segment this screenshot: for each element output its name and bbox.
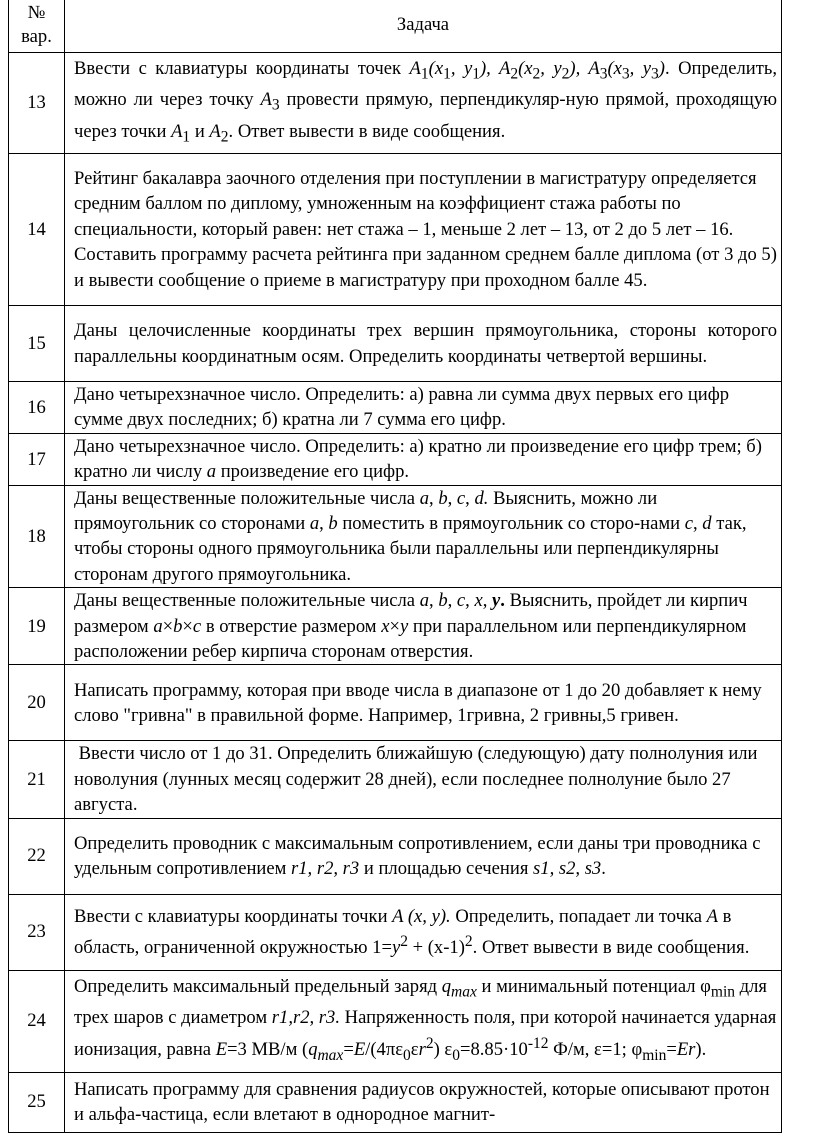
variant-number: 20	[9, 665, 65, 741]
variant-number: 16	[9, 382, 65, 434]
table-row	[9, 306, 782, 382]
variant-number: 14	[9, 154, 65, 306]
task-text: Даны вещественные положительные числа a, b, c, x, y. Выяснить, пройдет ли кирпич размером a×b×c в отверстие размером x×y при параллельном или перпендикулярном расположении ребер кирпича сторонам отверстия.	[65, 588, 782, 665]
table-row	[9, 53, 782, 154]
task-text: Определить проводник с максимальным сопротивлением, если даны три проводника с удельным сопротивлением r1, r2, r3 и площадью сечения s1, s2, s3.	[65, 818, 782, 894]
table-row	[9, 588, 782, 665]
table-header-row	[9, 0, 782, 53]
variant-number: 24	[9, 970, 65, 1072]
variant-number: 23	[9, 894, 65, 970]
variant-number: 18	[9, 485, 65, 588]
task-text: Написать программу для сравнения радиусов окружностей, которые описывают протон и альфа-частица, если влетают в однородное магнит-	[65, 1072, 782, 1132]
table-row	[9, 894, 782, 970]
table-row	[9, 433, 782, 485]
variant-number: 22	[9, 818, 65, 894]
header-task: Задача	[65, 0, 782, 53]
task-text: Ввести с клавиатуры координаты точек $A_1(x_1$, $y_1$), $A_2(x_2$, $y_2$), $A_3(x_3$, $y_3$). Определить, можно ли через точку $A_3$ провести прямую, перпендикуляр-ную прямой, проходящую через точки $A_1$ и $A_2$. Ответ вывести в виде сообщения.	[65, 53, 782, 154]
table-row	[9, 1072, 782, 1132]
task-text: Ввести число от 1 до 31. Определить ближайшую (следующую) дату полнолуния или новолуния (лунных месяц содержит 28 дней), если последнее полнолуние было 27 августа.	[65, 741, 782, 818]
task-text: Дано четырехзначное число. Определить: а) равна ли сумма двух первых его цифр сумме двух последних; б) кратна ли 7 сумма его цифр.	[65, 382, 782, 434]
header-variant-number: № вар.	[9, 0, 65, 53]
table-row	[9, 741, 782, 818]
task-text: Определить максимальный предельный заряд $q_{max}$ и минимальный потенциал $\varphi_{min}$ для трех шаров с диаметром r1,r2, r3. Напряженность поля, при которой начинается ударная ионизация, равна E=3 МВ/м ($q_{max}=E/(4\pi\varepsilon_0\varepsilon r^2)$ $\varepsilon_0=8.85\cdot 10^{-12}$ Ф/м, ε=1; $\varphi_{min}=Er$).	[65, 970, 782, 1072]
table-row	[9, 665, 782, 741]
table-row	[9, 154, 782, 306]
task-text: Даны целочисленные координаты трех вершин прямоугольника, стороны которого параллельны координатным осям. Определить координаты четвертой вершины.	[65, 306, 782, 382]
task-text: Написать программу, которая при вводе числа в диапазоне от 1 до 20 добавляет к нему слово "гривна" в правильной форме. Например, 1гривна, 2 гривны,5 гривен.	[65, 665, 782, 741]
table-row	[9, 970, 782, 1072]
table-row	[9, 818, 782, 894]
variant-number: 15	[9, 306, 65, 382]
task-text: Дано четырехзначное число. Определить: а) кратно ли произведение его цифр трем; б) кратно ли числу а произведение его цифр.	[65, 433, 782, 485]
variant-number: 17	[9, 433, 65, 485]
variant-number: 25	[9, 1072, 65, 1132]
table-row	[9, 485, 782, 588]
tasks-table	[8, 0, 782, 1133]
variant-number: 13	[9, 53, 65, 154]
task-text: Ввести с клавиатуры координаты точки A (x, y). Определить, попадает ли точка A в область, ограниченной окружностью $1=y^2 + (x-1)^2$. Ответ вывести в виде сообщения.	[65, 894, 782, 970]
variant-number: 21	[9, 741, 65, 818]
task-text: Даны вещественные положительные числа a, b, c, d. Выяснить, можно ли прямоугольник со сторонами a, b поместить в прямоугольник со сторо-нами c, d так, чтобы стороны одного прямоугольника были параллельны или перпендикулярны сторонам другого прямоугольника.	[65, 485, 782, 588]
task-text: Рейтинг бакалавра заочного отделения при поступлении в магистратуру определяется средним баллом по диплому, умноженным на коэффициент стажа работы по специальности, который равен: нет стажа – 1, меньше 2 лет – 13, от 2 до 5 лет – 16. Составить программу расчета рейтинга при заданном среднем балле диплома (от 3 до 5) и вывести сообщение о приеме в магистратуру при проходном балле 45.	[65, 154, 782, 306]
variant-number: 19	[9, 588, 65, 665]
table-row	[9, 382, 782, 434]
